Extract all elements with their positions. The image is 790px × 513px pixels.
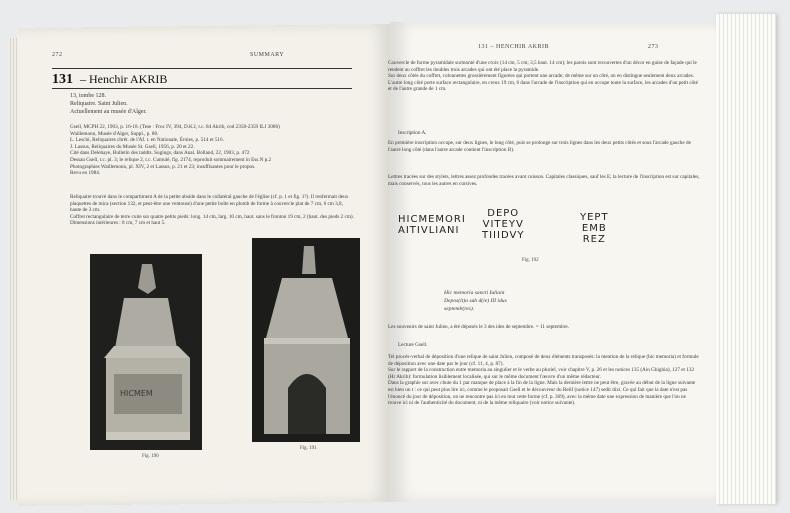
entry-name: – Henchir AKRIB [80,72,168,86]
location-block: 13, tombe 128. Reliquaire. Saint Julien. Actuellement au musée d'Alger. [70,93,147,115]
left-running-head: SUMMARY [250,52,285,58]
title-rule-bottom [52,88,352,89]
intro-paragraph: Couvercle de forme pyramidale surmonté d'une croix (14 cm, 5 cm; 3,5 haut. 14 cm); les parois sont recouvertes d'un décor en guise de façade qui le rendent au coffret les doubles trois arcades qui ont été place la pyramide. Sur deux côtés du coffret, colonnettes grossièrement figurées qui portent une arcade; de même sur un côté, on en distingue seulement deux arcades. L'autre long côté porte surface rectangulaire, en creux 19 cm, 6 dans l'arcade de l'inscription qui en occupe toute la surface, les arcades d'un petit côté et de l'autre grande de 1 cm. [388,60,698,93]
right-running-head: 131 – HENCHIR AKRIB [478,44,550,50]
right-page-number: 273 [648,44,659,50]
bibliography: Gsell, MCPH 22, 1903, p. 16-18. (Tese : Froc IV, 394, D.K.I, t.c. 84 Akrib, cod 2358-2359 ILJ 3086) Waillemonn, Musée d'Alger, Suppl., p. 80. L. Leschi, Reliquaires chrét. de l'Af. t. en Nationale, Éroies, p. 514 et 516. J. Lassus, Reliquaires du Musée St. Gsell, 1956, p. 20 et 22. Cité dans Delehaye, Bulletin des taddts. Sugings, dans Anal. Bolland, 22, 1903, p. 472 Dessau Gsell, t.c. pl. 3; le relique 2, t.c. Cumulé, fig. 2174, reproduit sommairement in Ess.N p.2 Photographies Waillemonn, pl. XIV, 2 et Lassus, p. 21 et 23; insuffisantes pour le propos. Revu en 1984. [70,124,280,177]
title-rule-top [52,68,352,69]
svg-text:HICMEM: HICMEM [120,389,153,398]
translation: Les souvenirs de saint Julien, a été déposés le 3 des ides de septembre. = 11 septembre. [388,324,569,330]
reading-line-1: Hic memoria sancti Iuliani [444,290,505,296]
inscription-face-a: HICMEMORI AITIVLIANI [398,214,466,236]
figure-caption-right: Fig. 191 [300,446,317,451]
inscription-face-b: DEPO VITEYV TIIIDVY [482,208,525,241]
reading-line-2: Depos(it)a sub d(ie) III idus [444,298,507,304]
figure-caption-192: Fig. 192 [522,258,539,263]
right-page-edges [716,14,776,504]
inscription-face-c: YEPT EMB REZ [580,212,609,245]
right-page [390,22,718,502]
figure-caption-left: Fig. 190 [142,454,159,459]
section-a-heading: Inscription A. [398,130,427,136]
commentary: Tel procès-verbal de déposition d'une relique de saint Julien, composé de deux éléments transposés: la mention de la relique (hic memoria) et formule de déposition avec une date par le jour (cf. 11, 4, p. 87). Sur le rapport de la construction entre memoria au singulier et le verbe au pluriel, voir chapitre V, p. 26 et les notices 135 (Ain Ghighia), 127 et 132 (Hr Akrib): formulation lisiblement localisée, qui sur le même document l'œuvre d'un même rédacteur. Dans la graphie sur avec chute du 1 par manque de place à la fin de la ligne. Mais la dernière lettre ne peut être, gravée au début de la ligne suivante est bien un t : ce qui peut plus lire ici, comme le proposait Gsell et le découvreur du Relif (notice 147) sedit dixi. Ce qui fait que la date n'est pas l'énoncé du jour de déposition, on ne rencontre pas ici en tout cette forme (cf. p. 369), avec la même date une expression de manière que l'on ne trouve ici ni de l'authenticité du document, ni de la même reliquaire (voir notice suivante). [388,354,699,407]
entry-number: 131 [52,72,73,87]
reading-line-3: septemb(res). [444,306,475,312]
left-page-number: 272 [52,52,63,58]
section-a-text: En première inscription occupe, sur deux lignes, le long côté, puis se prolonge sur trois lignes dans les deux petits côtés et sous l'arcade gauche de l'autre long côté (dans l'autre arcade contient l'inscription B). [388,140,691,153]
letters-note: Lettres tracées sur des stylets, lettres assez profondes tracées avant cuisson. Capitales classiques, sauf les E; la lecture de l'inscription est sur capitales, mais conservés, tous les autres en cursives. [388,174,700,187]
entry-title [52,72,167,88]
reliquary-photo-side [252,238,360,442]
reliquary-photo-front [90,254,202,450]
section-b-heading: Lecture Gsell. [398,342,428,348]
description: Reliquaire trouvé dans le compartiment A de la petite abside dans le collatéral gauche de l'église (cf. p. 1 et fig. 1?). Il renfermait deux plaquettes de mica (section 132, et peut-être une ventouse) d'une petite boîte en plomb de forme à couvercle plat de 7 cm, 6 cm 3,8, haute de 3 cm. Coffret rectangulaire de terre cuite sur quatre petits pieds: long. 14 cm, larg. 10 cm, haut. sans le fronton 19 cm, 2 (haut. des pieds 2 cm). Dimensions intérieures : 8 cm, 7 cm et haut 5. [70,194,354,227]
